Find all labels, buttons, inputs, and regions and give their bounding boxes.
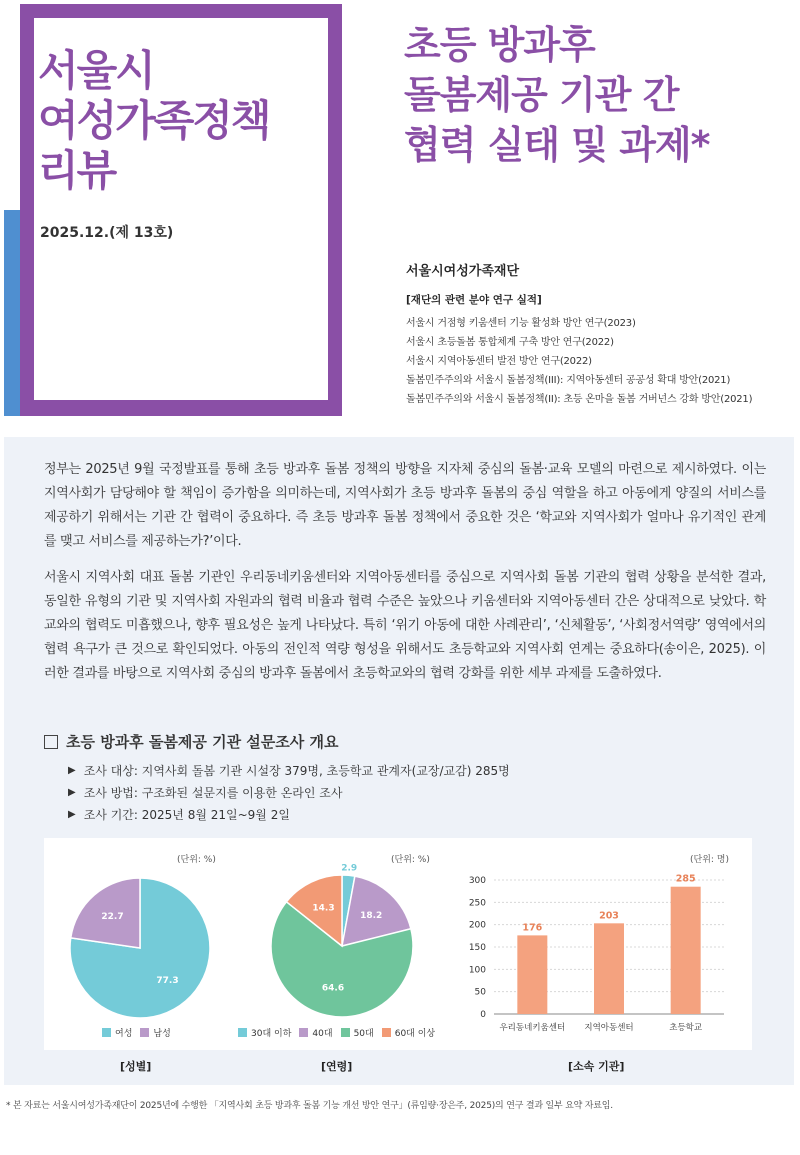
survey-bullets [68, 760, 510, 826]
bar [517, 935, 547, 1014]
legend-label: 50대 [353, 1029, 374, 1039]
survey-section-title [44, 731, 338, 752]
triangle-bullet-icon: ▶ [68, 765, 76, 776]
report-title-line: 돌봄제공 기관 간 [404, 73, 679, 117]
gender-pie-chart [60, 868, 220, 1028]
legend-item [238, 1026, 291, 1039]
checkbox-icon [44, 735, 58, 749]
report-title-line: 초등 방과후 [404, 23, 595, 67]
y-tick-label: 200 [468, 920, 486, 931]
y-tick-label: 50 [474, 987, 486, 998]
y-tick-label: 100 [468, 965, 486, 976]
series-title-line: 서울시 [38, 46, 154, 95]
series-title-line: 리뷰 [38, 146, 116, 195]
y-tick-label: 250 [468, 898, 486, 909]
legend-swatch [341, 1028, 350, 1037]
related-works-list [406, 314, 752, 409]
legend-item [382, 1026, 435, 1039]
report-title-line: 협력 실태 및 과제* [404, 123, 710, 167]
summary-paragraph-1: 정부는 2025년 9월 국정발표를 통해 초등 방과후 돌봄 정책의 방향을 지자체 중심의 돌봄·교육 모델의 마련으로 제시하였다. 이는 지역사회가 담당해야 할 책임이 증가함을 의미하는데, 지역사회가 초등 방과후 돌봄의 중심 역할을 하고 아동에게 양질의 서비스를 제공하기 위해서는 기관 간 협력이 중요하다. 즉 초등 방과후 돌봄 정책에서 중요한 것은 ‘학교와 지역사회가 얼마나 유기적인 관계를 맺고 서비스를 제공하는가?’이다. [44, 462, 766, 549]
legend-item [140, 1026, 170, 1039]
legend-item [341, 1026, 374, 1039]
survey-bullet [68, 760, 510, 782]
triangle-bullet-icon: ▶ [68, 809, 76, 820]
age-pie-chart [262, 860, 422, 1024]
age-legend [238, 1026, 443, 1039]
issue-date: 2025.12.(제 13호) [40, 225, 174, 241]
affiliation-bar-chart [452, 862, 732, 1042]
gender-legend [102, 1026, 179, 1039]
summary-paragraph-2: 서울시 지역사회 대표 돌봄 기관인 우리동네키움센터와 지역아동센터를 중심으로 지역사회 돌봄 기관의 협력 상황을 분석한 결과, 동일한 유형의 기관 및 지역사회 자원과의 협력 비율과 협력 수준은 높았으나 키움센터와 지역아동센터 간은 상대적으로 낮았다. 학교와의 협력도 미흡했으나, 향후 필요성은 높게 나타났다. 특히 ‘위기 아동에 대한 사례관리’, ‘신체활동’, ‘사회정서역량’ 영역에서의 협력 욕구가 큰 것으로 확인되었다. 아동의 전인적 역량 형성을 위해서도 초등학교와 지역사회 연계는 중요하다(송이은, 2025). 이러한 결과를 바탕으로 지역사회 중심의 방과후 돌봄에서 초등학교와의 협력 강화를 위한 세부 과제를 도출하였다. [44, 570, 766, 681]
legend-label: 40대 [312, 1029, 333, 1039]
pie-data-label: 18.2 [360, 910, 383, 921]
pie-data-label: 77.3 [156, 975, 179, 986]
legend-label: 30대 이하 [251, 1029, 292, 1039]
legend-label: 60대 이상 [394, 1029, 436, 1039]
survey-bullet-text: 조사 방법: 구조화된 설문지를 이용한 온라인 조사 [83, 786, 343, 800]
related-work-item: 돌봄민주주의와 서울시 돌봄정책(III): 지역아동센터 공공성 확대 방안(2021) [406, 375, 731, 386]
legend-swatch [238, 1028, 247, 1037]
survey-bullet [68, 782, 510, 804]
related-work-item: 서울시 초등돌봄 통합체계 구축 방안 연구(2022) [406, 337, 614, 348]
y-tick-label: 300 [468, 876, 486, 886]
bar-data-label: 285 [675, 873, 696, 885]
age-chart-caption: [연령] [321, 1060, 353, 1073]
survey-bullet-text: 조사 대상: 지역사회 돌봄 기관 시설장 379명, 초등학교 관계자(교장/교감) 285명 [83, 764, 510, 778]
pie-data-label: 22.7 [101, 912, 124, 923]
gender-chart-caption: [성별] [120, 1060, 152, 1073]
bar-data-label: 176 [522, 922, 543, 934]
bar-data-label: 203 [599, 910, 619, 922]
y-tick-label: 150 [468, 943, 486, 953]
legend-item [299, 1026, 332, 1039]
bar [594, 923, 624, 1014]
legend-item [102, 1026, 132, 1039]
legend-label: 남성 [153, 1029, 171, 1039]
series-title-line: 여성가족정책 [38, 96, 270, 145]
pie-data-label: 64.6 [321, 983, 345, 994]
legend-swatch [382, 1028, 391, 1037]
triangle-bullet-icon: ▶ [68, 787, 76, 798]
footnote: * 본 자료는 서울시여성가족재단이 2025년에 수행한 「지역사회 초등 방과후 돌봄 기능 개선 방안 연구」(류임량·장은주, 2025)의 연구 결과 일부 요약 자료임. [6, 1101, 613, 1111]
survey-bullet-text: 조사 기간: 2025년 8월 21일~9월 2일 [83, 808, 290, 822]
survey-bullet [68, 804, 510, 826]
related-work-item: 서울시 지역아동센터 발전 방안 연구(2022) [406, 356, 592, 367]
y-tick-label: 0 [480, 1010, 486, 1020]
age-chart-unit: (단위: %) [391, 855, 430, 865]
affiliation-chart-unit: (단위: 명) [690, 855, 729, 865]
bar [671, 887, 701, 1014]
legend-swatch [102, 1028, 111, 1037]
legend-label: 여성 [115, 1029, 133, 1039]
organization-name: 서울시여성가족재단 [406, 264, 520, 279]
gender-chart-unit: (단위: %) [177, 855, 216, 865]
x-tick-label: 우리동네키움센터 [499, 1023, 566, 1033]
pie-data-label: 2.9 [341, 863, 358, 874]
report-title [404, 20, 796, 170]
related-work-item: 서울시 거점형 키움센터 기능 활성화 방안 연구(2023) [406, 318, 636, 329]
legend-swatch [299, 1028, 308, 1037]
series-title [38, 46, 318, 196]
survey-section-title-text: 초등 방과후 돌봄제공 기관 설문조사 개요 [66, 733, 339, 751]
x-tick-label: 초등학교 [669, 1023, 703, 1033]
pie-data-label: 14.3 [312, 903, 335, 914]
x-tick-label: 지역아동센터 [584, 1023, 634, 1033]
legend-swatch [140, 1028, 149, 1037]
related-work-item: 돌봄민주주의와 서울시 돌봄정책(II): 초등 온마을 돌봄 거버넌스 강화 방안(2021) [406, 394, 753, 405]
related-works-heading: [재단의 관련 분야 연구 실적] [406, 294, 542, 306]
affiliation-chart-caption: [소속 기관] [568, 1060, 625, 1073]
